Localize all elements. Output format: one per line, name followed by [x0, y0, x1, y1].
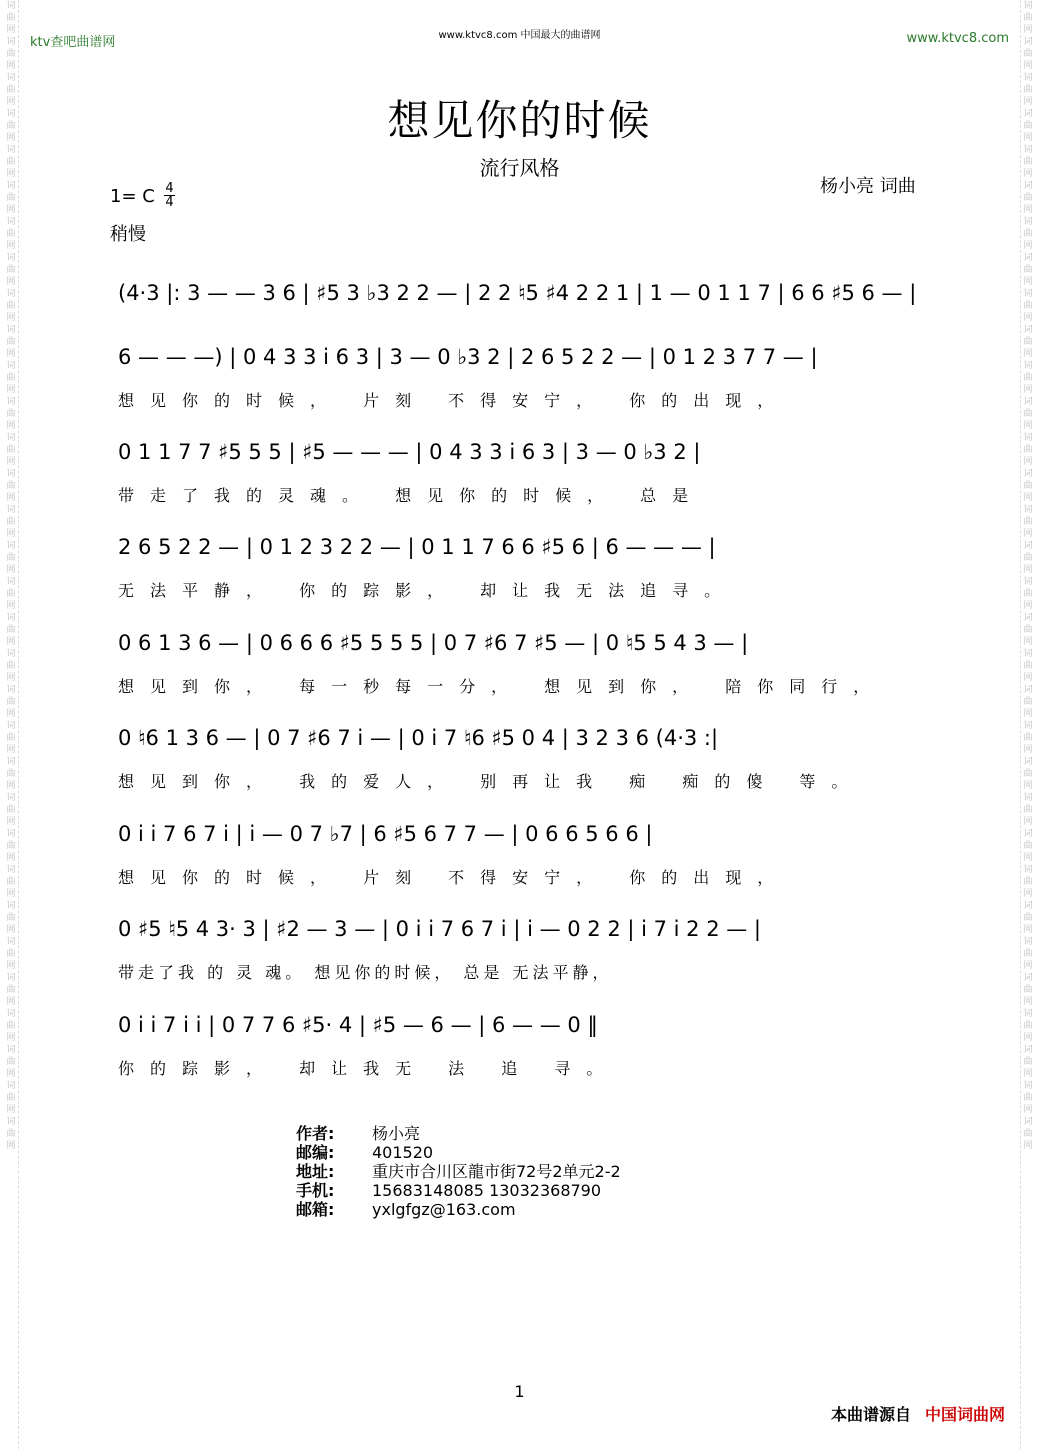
- postcode-label: 邮编:: [296, 1143, 335, 1162]
- score-notes: 0 i i 7 6 7 i | i — 0 7 ♭7 | 6 ♯5 6 7 7 — | 0 6 6 5 6 6 |: [118, 822, 653, 846]
- score-line-7: [118, 817, 934, 887]
- postcode-value: 401520: [372, 1143, 434, 1162]
- song-title: 想见你的时候: [387, 96, 652, 145]
- score-notes: 0 i i 7 i i | 0 7 7 6 ♯5· 4 | ♯5 — 6 — | 6 — — 0 ‖: [118, 1013, 598, 1037]
- score-line-5: [118, 626, 934, 696]
- score-notes: 0 6 1 3 6 — | 0 6 6 6 ♯5 5 5 5 | 0 7 ♯6 7 ♯5 — | 0 ♮5 5 4 3 — |: [118, 631, 749, 655]
- score-notes: 2 6 5 2 2 — | 0 1 2 3 2 2 — | 0 1 1 7 6 6 ♯5 6 | 6 — — — |: [118, 535, 716, 559]
- contact-info: [296, 1124, 621, 1219]
- key-signature: 1= C: [110, 186, 155, 207]
- header-site-name[interactable]: ktv查吧曲谱网: [30, 35, 116, 50]
- author-label: 作者:: [296, 1124, 335, 1143]
- score-lyrics: 想见到你， 我的爱人， 别再让我 痴 痴的傻 等。: [118, 772, 864, 791]
- score-lyrics: 想见你的时候， 片刻 不得安宁， 你的出现，: [118, 391, 790, 410]
- address-value: 重庆市合川区龍市街72号2单元2-2: [372, 1162, 621, 1181]
- score-lyrics: 无法平静， 你的踪影， 却让我无法追寻。: [118, 581, 737, 600]
- footer-brand-link[interactable]: 中国词曲网: [924, 1405, 1005, 1424]
- score-notes: 6 — — —) | 0 4 3 3 i 6 3 | 3 — 0 ♭3 2 | 2 6 5 2 2 — | 0 1 2 3 7 7 — |: [118, 345, 818, 369]
- meter-top: 4: [165, 181, 174, 196]
- footer-source: [831, 1402, 1005, 1425]
- phone-label: 手机:: [296, 1181, 335, 1200]
- meter-bottom: 4: [165, 195, 174, 210]
- left-watermark-strip: 词曲网词曲网词曲网词曲网词曲网词曲网词曲网词曲网词曲网词曲网词曲网词曲网词曲网词曲网词曲网词曲网词曲网词曲网词曲网词曲网词曲网词曲网词曲网词曲网词曲网词曲网词曲网词曲网词曲网词曲网词曲网词曲网: [4, 0, 19, 1449]
- tempo-marking: 稍慢: [110, 224, 146, 245]
- score-line-9: [118, 1008, 934, 1078]
- score-lyrics: 想见你的时候， 片刻 不得安宁， 你的出现，: [118, 868, 790, 887]
- author-value: 杨小亮: [372, 1124, 421, 1143]
- score-line-6: [118, 721, 934, 791]
- header-site-url[interactable]: www.ktvc8.com: [906, 31, 1009, 46]
- score-notes: 0 1 1 7 7 ♯5 5 5 | ♯5 — — — | 0 4 3 3 i 6 3 | 3 — 0 ♭3 2 |: [118, 440, 701, 464]
- score-line-2: [118, 340, 934, 410]
- score-lyrics: 想见到你， 每一秒每一分， 想见到你， 陪你同行，: [118, 677, 886, 696]
- time-signature: [164, 182, 175, 209]
- phone-value: 15683148085 13032368790: [372, 1181, 602, 1200]
- score-lyrics: 你的踪影， 却让我无 法 追 寻。: [118, 1059, 619, 1078]
- score-line-1: [118, 276, 934, 310]
- email-label: 邮箱:: [296, 1200, 335, 1219]
- address-label: 地址:: [296, 1162, 335, 1181]
- email-value[interactable]: yxlgfgz@163.com: [372, 1200, 516, 1219]
- score-lyrics: 带走了我的灵魂。 想见你的时候， 总是: [118, 486, 705, 505]
- score-notes: 0 ♮6 1 3 6 — | 0 7 ♯6 7 i — | 0 i 7 ♮6 ♯5 0 4 | 3 2 3 6 (4·3 :|: [118, 726, 719, 750]
- score-notes: (4·3 |: 3 — — 3 6 | ♯5 3 ♭3 2 2 — | 2 2 ♮5 ♯4 2 2 1 | 1 — 0 1 1 7 | 6 6 ♯5 6 — |: [118, 281, 917, 305]
- page-number: 1: [514, 1382, 525, 1401]
- footer-source-label: 本曲谱源自: [830, 1405, 911, 1424]
- score-lyrics: 带走了我 的 灵 魂。 想见你的时候， 总是 无法平静，: [118, 963, 613, 982]
- score-notes: 0 ♯5 ♮5 4 3· 3 | ♯2 — 3 — | 0 i i 7 6 7 i | i — 0 2 2 | i 7 i 2 2 — |: [118, 917, 761, 941]
- score-line-8: [118, 912, 934, 982]
- song-style: 流行风格: [479, 156, 560, 180]
- score-line-3: [118, 435, 934, 505]
- right-watermark-strip: 词曲网词曲网词曲网词曲网词曲网词曲网词曲网词曲网词曲网词曲网词曲网词曲网词曲网词曲网词曲网词曲网词曲网词曲网词曲网词曲网词曲网词曲网词曲网词曲网词曲网词曲网词曲网词曲网词曲网词曲网词曲网词曲网: [1020, 0, 1035, 1449]
- score-line-4: [118, 530, 934, 600]
- song-composer: 杨小亮 词曲: [820, 176, 916, 197]
- header-tagline: www.ktvc8.com 中国最大的曲谱网: [438, 30, 601, 41]
